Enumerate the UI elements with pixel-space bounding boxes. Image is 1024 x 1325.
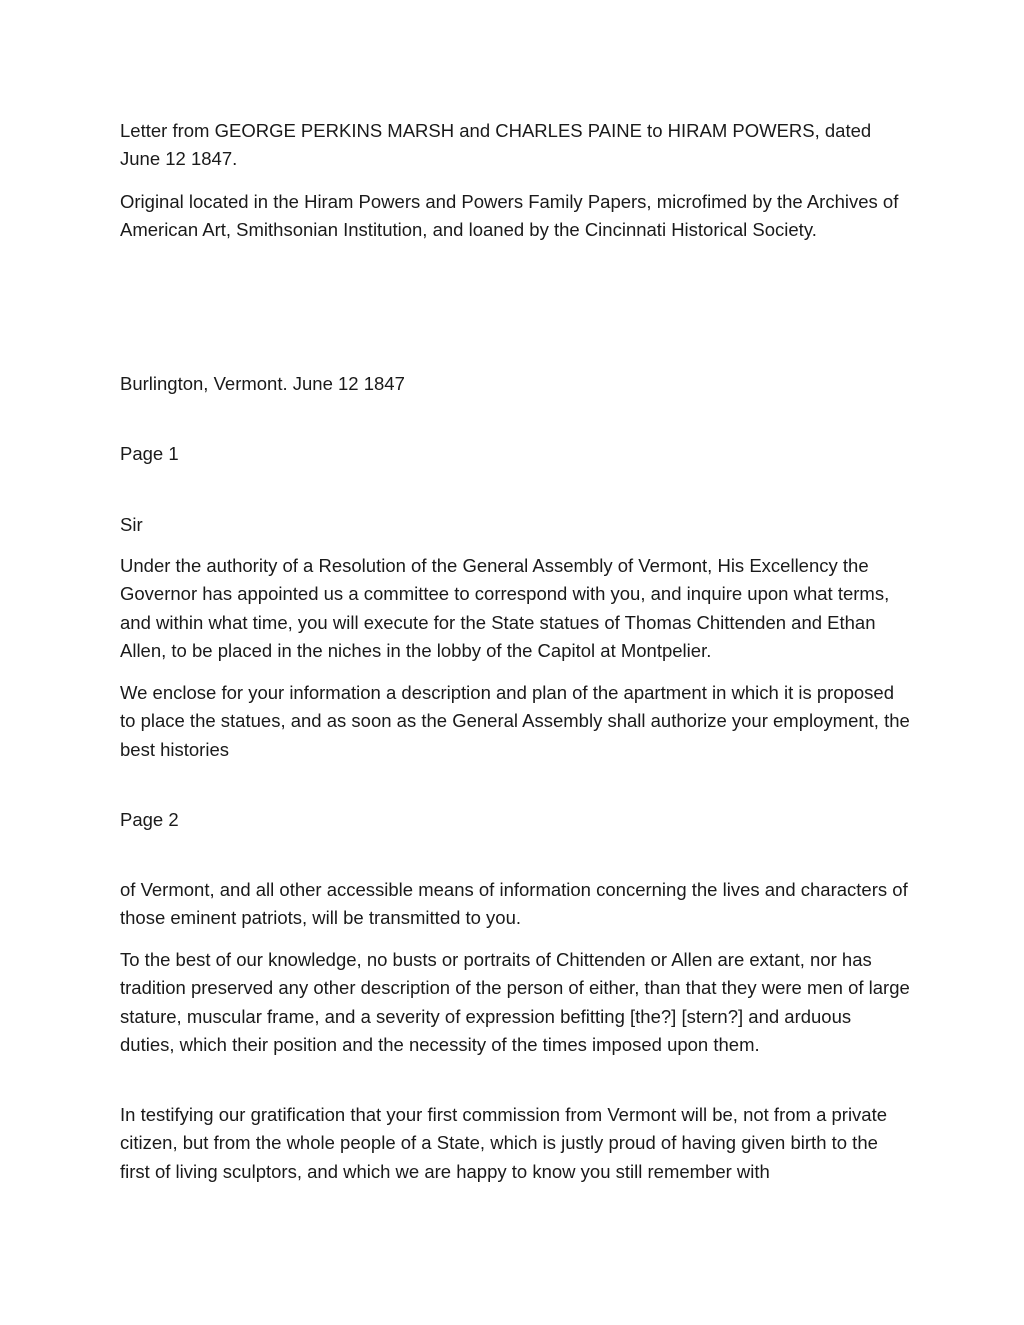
paragraph-authority: Under the authority of a Resolution of the General Assembly of Vermont, His Excellency the Governor has appointed us a committee to correspond with you, and inquire upon what terms, and within what time, you will execute for the State statues of Thomas Chittenden and Ethan Allen, to be placed in the niches in the lobby of the Capitol at Montpelier. xyxy=(120,555,890,662)
paragraph-enclose: We enclose for your information a description and plan of the apartment in which it is proposed to place the statues, and as soon as the General Assembly shall authorize your employment, the best histories xyxy=(120,682,910,760)
source-note: Original located in the Hiram Powers and Powers Family Papers, microfimed by the Archives of American Art, Smithsonian Institution, and loaned by the Cincinnati Historical Society. xyxy=(120,191,899,241)
paragraph-vermont-histories: of Vermont, and all other accessible means of information concerning the lives and characters of those eminent patriots, will be transmitted to you. xyxy=(120,879,908,929)
paragraph-no-busts: To the best of our knowledge, no busts or portraits of Chittenden or Allen are extant, nor has tradition preserved any other description of the person of either, than that they were men of large stature, muscular frame, and a severity of expression befitting [the?] [stern?] and arduous duties, which their position and the necessity of the times imposed upon them. xyxy=(120,949,910,1056)
page-1-label: Page 1 xyxy=(120,443,179,464)
page-2-label: Page 2 xyxy=(120,809,179,830)
document-title-line: Letter from GEORGE PERKINS MARSH and CHARLES PAINE to HIRAM POWERS, dated June 12 1847. xyxy=(120,120,872,170)
salutation: Sir xyxy=(120,514,143,535)
place-date-line: Burlington, Vermont. June 12 1847 xyxy=(120,373,405,394)
paragraph-gratification: In testifying our gratification that your first commission from Vermont will be, not from a private citizen, but from the whole people of a State, which is justly proud of having given birth to the first of living sculptors, and which we are happy to know you still remember with xyxy=(120,1104,888,1182)
